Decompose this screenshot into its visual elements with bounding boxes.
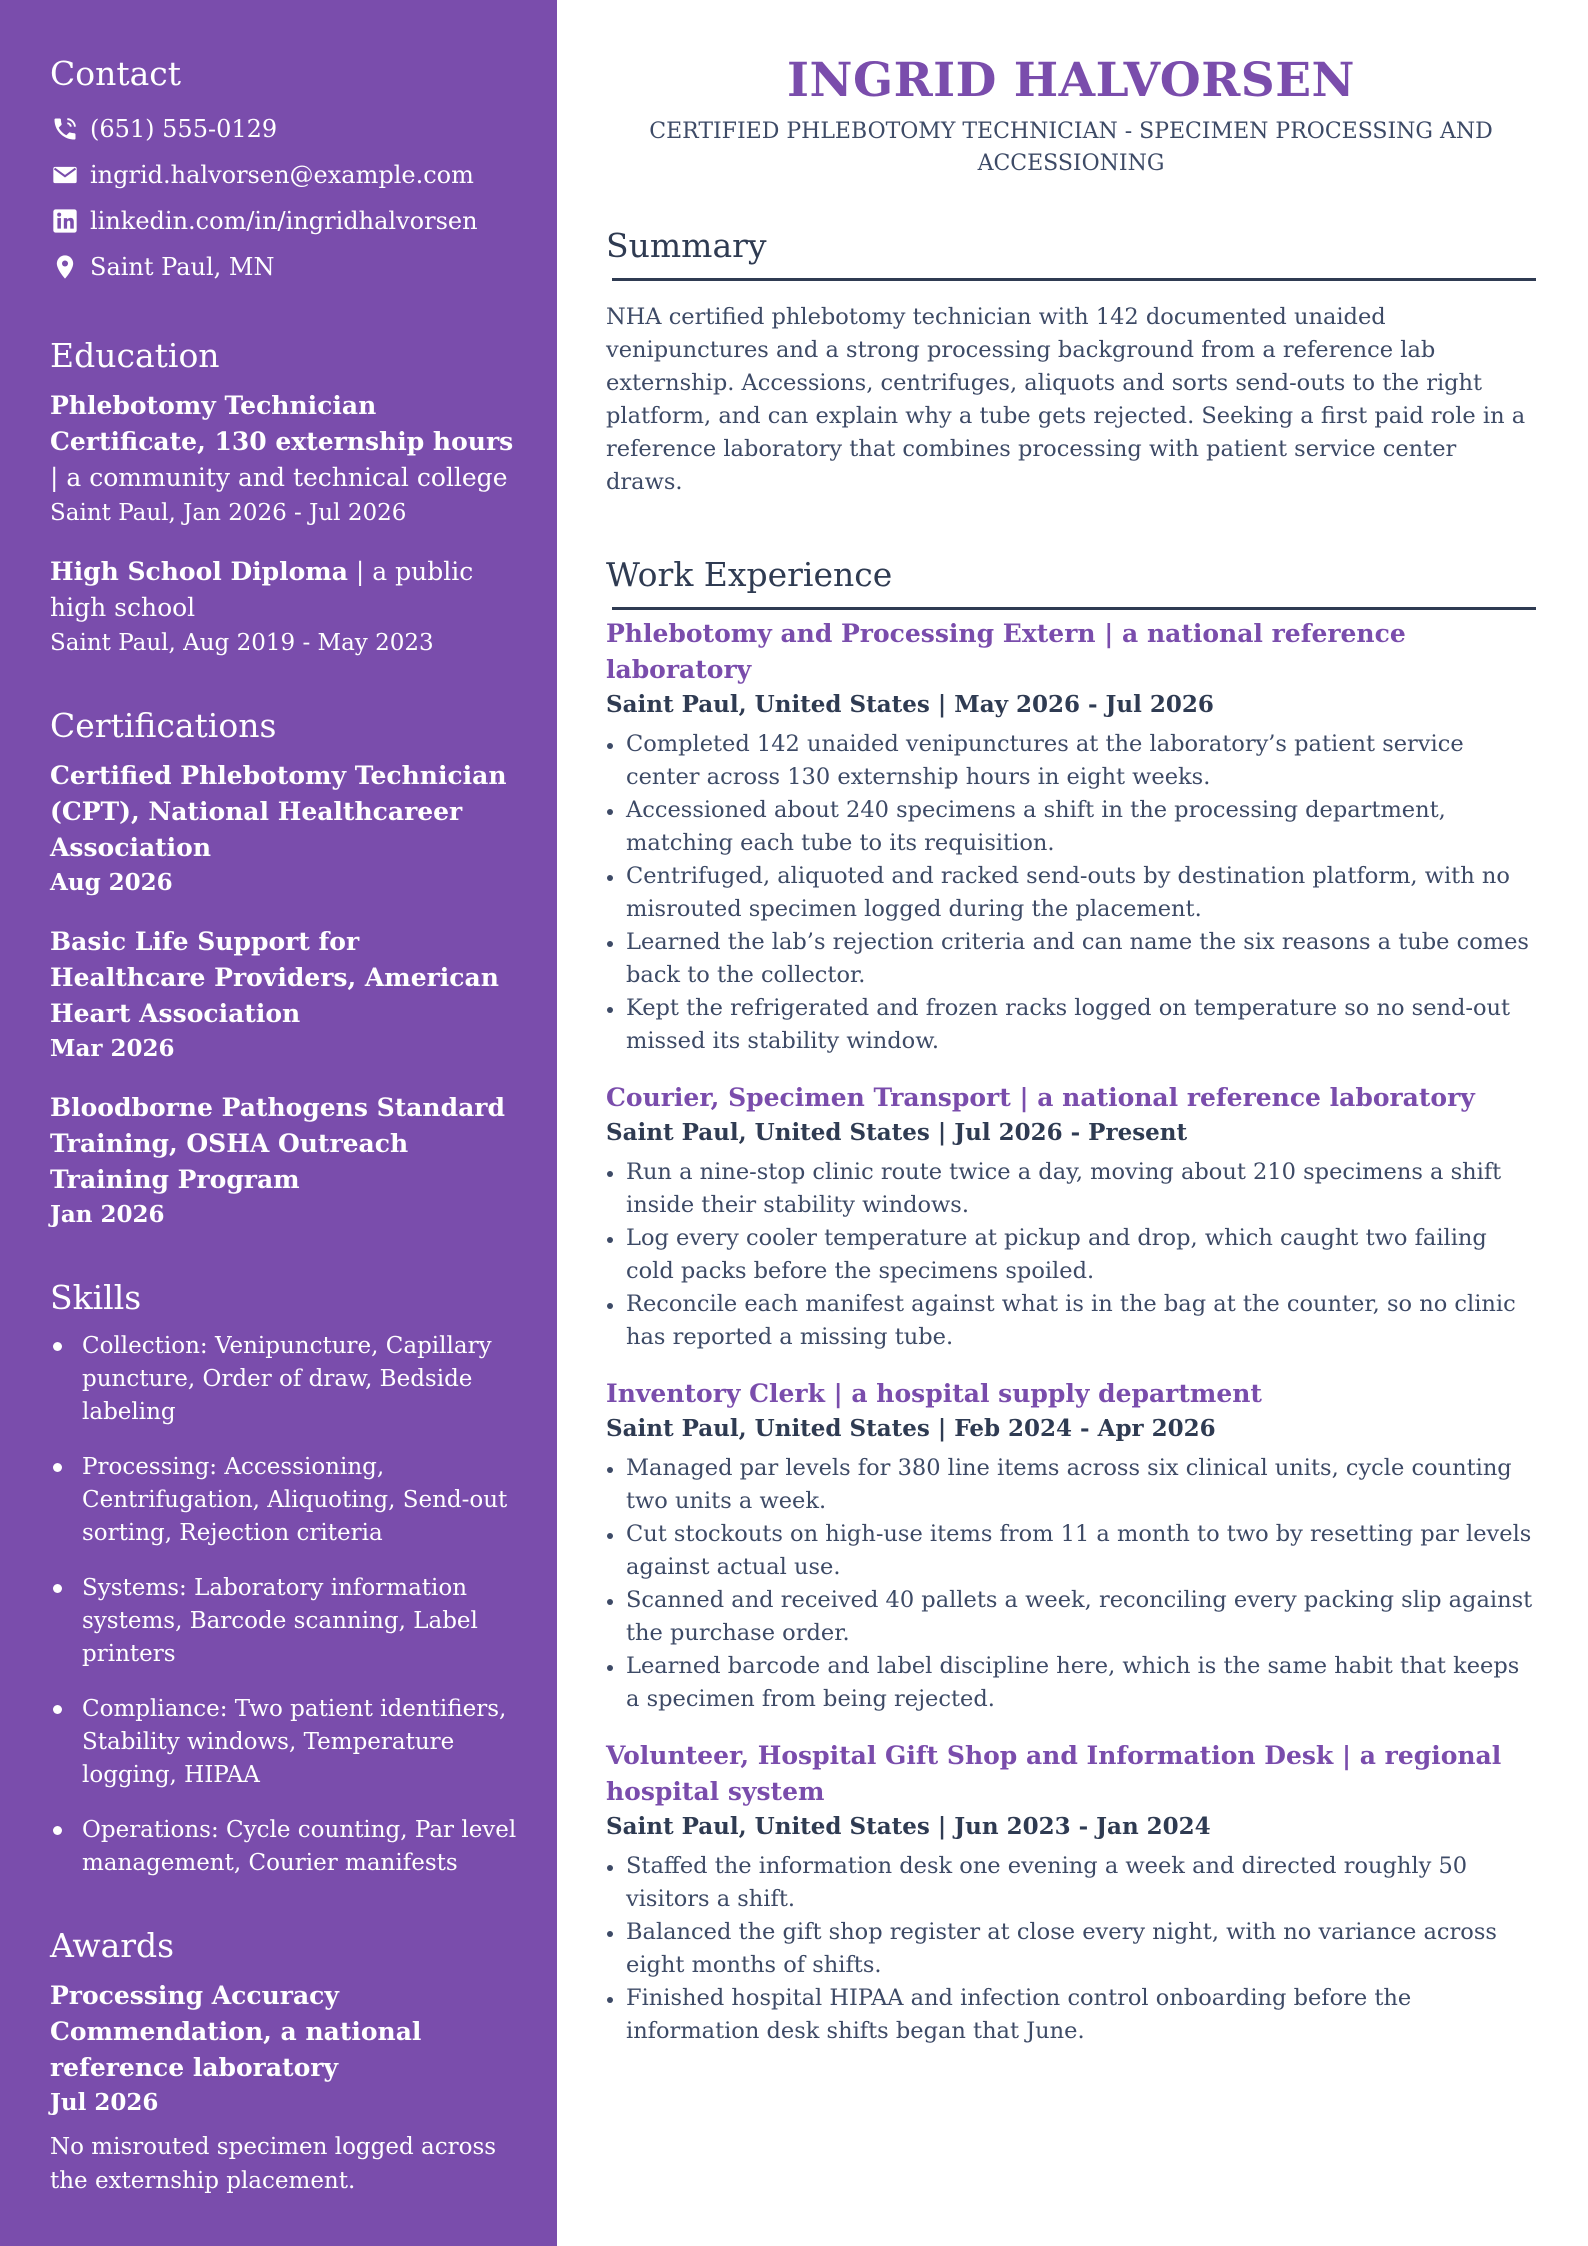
job-title: Volunteer, Hospital Gift Shop and Information Desk | a regional hospital system — [606, 1741, 1502, 1806]
certification-date: Jan 2026 — [50, 1201, 165, 1228]
summary-section — [606, 224, 1536, 499]
contact-email — [50, 152, 517, 198]
skill-item: Systems: Laboratory information systems, Barcode scanning, Label printers — [50, 1572, 517, 1671]
job-bullet: Learned barcode and label discipline here, which is the same habit that keeps a specimen from being rejected. — [606, 1650, 1536, 1716]
certification-date: Aug 2026 — [50, 869, 173, 896]
phone-text[interactable]: (651) 555-0129 — [90, 115, 278, 143]
job-bullet: Scanned and received 40 pallets a week, reconciling every packing slip against the purchase order. — [606, 1584, 1536, 1650]
job-meta: Saint Paul, United States | Jul 2026 - Present — [606, 1119, 1188, 1146]
section-divider — [612, 607, 1536, 610]
education-entry — [50, 388, 517, 530]
section-divider — [612, 278, 1536, 281]
education-title — [50, 388, 517, 496]
job-bullet: Run a nine-stop clinic route twice a day, moving about 210 specimens a shift inside their stability windows. — [606, 1156, 1536, 1222]
certification-entry — [50, 1090, 517, 1232]
job-meta: Saint Paul, United States | May 2026 - Jul 2026 — [606, 691, 1214, 718]
email-link[interactable]: ingrid.halvorsen@example.com — [90, 161, 474, 189]
mail-icon — [50, 160, 80, 190]
education-meta: Saint Paul, Jan 2026 - Jul 2026 — [50, 500, 407, 526]
job-bullets — [606, 728, 1536, 1058]
location-pin-icon — [50, 252, 80, 282]
education-title — [50, 554, 517, 626]
candidate-headline: CERTIFIED PHLEBOTOMY TECHNICIAN - SPECIMEN PROCESSING AND ACCESSIONING — [649, 119, 1493, 176]
location-text: Saint Paul, MN — [90, 253, 275, 281]
skills-list — [50, 1330, 517, 1880]
job-meta: Saint Paul, United States | Feb 2024 - Apr 2026 — [606, 1415, 1216, 1442]
award-description: No misrouted specimen logged across the externship placement. — [50, 2134, 497, 2194]
job-entry — [606, 1080, 1536, 1354]
award-date: Jul 2026 — [50, 2089, 159, 2116]
summary-text: NHA certified phlebotomy technician with 142 documented unaided venipunctures and a strong processing background from a reference lab externship. Accessions, centrifuges, aliquots and sorts send-outs to the right platform, and can explain why a tube gets rejected. Seeking a first paid role in a reference laboratory that combines processing with patient service center draws. — [606, 304, 1526, 495]
certifications-section — [50, 704, 517, 1232]
job-bullet: Reconcile each manifest against what is in the bag at the counter, so no clinic has reported a missing tube. — [606, 1288, 1536, 1354]
job-bullet: Kept the refrigerated and frozen racks logged on temperature so no send-out missed its stability window. — [606, 992, 1536, 1058]
awards-section — [50, 1924, 517, 2198]
certification-entry — [50, 924, 517, 1066]
job-meta: Saint Paul, United States | Jun 2023 - Jan 2024 — [606, 1813, 1211, 1840]
job-entry — [606, 616, 1536, 1058]
school-name: | a community and technical college — [50, 463, 508, 492]
certification-name: Certified Phlebotomy Technician (CPT), National Healthcareer Association — [50, 761, 507, 862]
job-title: Inventory Clerk | a hospital supply department — [606, 1379, 1262, 1408]
contact-phone — [50, 106, 517, 152]
job-bullet: Cut stockouts on high-use items from 11 a month to two by resetting par levels against actual use. — [606, 1518, 1536, 1584]
main-content — [606, 0, 1536, 2070]
job-bullet: Learned the lab’s rejection criteria and can name the six reasons a tube comes back to the collector. — [606, 926, 1536, 992]
certifications-heading: Certifications — [50, 706, 277, 745]
skill-item: Operations: Cycle counting, Par level management, Courier manifests — [50, 1814, 517, 1880]
award-name: Processing Accuracy Commendation, a national reference laboratory — [50, 1981, 422, 2082]
job-bullet: Staffed the information desk one evening a week and directed roughly 50 visitors a shift. — [606, 1850, 1536, 1916]
sidebar — [0, 0, 557, 2246]
job-bullet: Balanced the gift shop register at close every night, with no variance across eight months of shifts. — [606, 1916, 1536, 1982]
job-bullet: Log every cooler temperature at pickup and drop, which caught two failing cold packs before the specimens spoiled. — [606, 1222, 1536, 1288]
job-bullets — [606, 1850, 1536, 2048]
contact-linkedin — [50, 198, 517, 244]
skill-item: Processing: Accessioning, Centrifugation, Aliquoting, Send-out sorting, Rejection criteria — [50, 1451, 517, 1550]
skills-section — [50, 1276, 517, 1880]
job-entry — [606, 1738, 1536, 2048]
education-heading: Education — [50, 336, 220, 375]
award-title — [50, 1978, 517, 2086]
experience-section — [606, 553, 1536, 2048]
awards-heading: Awards — [50, 1926, 175, 1965]
degree-name: Phlebotomy Technician Certificate, 130 externship hours — [50, 391, 514, 456]
education-entry — [50, 554, 517, 660]
skill-item: Collection: Venipuncture, Capillary puncture, Order of draw, Bedside labeling — [50, 1330, 517, 1429]
certification-name: Bloodborne Pathogens Standard Training, OSHA Outreach Training Program — [50, 1093, 505, 1194]
certification-title — [50, 758, 517, 866]
experience-heading: Work Experience — [606, 555, 893, 594]
job-bullet: Centrifuged, aliquoted and racked send-outs by destination platform, with no misrouted specimen logged during the placement. — [606, 860, 1536, 926]
contact-location — [50, 244, 517, 290]
contact-section — [50, 52, 517, 290]
job-bullets — [606, 1452, 1536, 1716]
contact-heading: Contact — [50, 54, 182, 93]
job-bullet: Managed par levels for 380 line items across six clinical units, cycle counting two units a week. — [606, 1452, 1536, 1518]
school-name: | a public high school — [50, 557, 474, 622]
job-title: Phlebotomy and Processing Extern | a national reference laboratory — [606, 619, 1406, 684]
certification-date: Mar 2026 — [50, 1035, 175, 1062]
certification-entry — [50, 758, 517, 900]
education-meta: Saint Paul, Aug 2019 - May 2023 — [50, 630, 434, 656]
linkedin-icon — [50, 206, 80, 236]
certification-name: Basic Life Support for Healthcare Providers, American Heart Association — [50, 927, 499, 1028]
linkedin-link[interactable]: linkedin.com/in/ingridhalvorsen — [90, 207, 478, 235]
skill-item: Compliance: Two patient identifiers, Stability windows, Temperature logging, HIPAA — [50, 1693, 517, 1792]
candidate-name: INGRID HALVORSEN — [787, 53, 1355, 108]
certification-title — [50, 924, 517, 1032]
education-section — [50, 334, 517, 660]
phone-icon — [50, 114, 80, 144]
degree-name: High School Diploma — [50, 557, 348, 586]
job-title: Courier, Specimen Transport | a national reference laboratory — [606, 1083, 1475, 1112]
job-bullet: Accessioned about 240 specimens a shift in the processing department, matching each tube to its requisition. — [606, 794, 1536, 860]
job-bullet: Completed 142 unaided venipunctures at the laboratory’s patient service center across 130 externship hours in eight weeks. — [606, 728, 1536, 794]
certification-title — [50, 1090, 517, 1198]
summary-heading: Summary — [606, 226, 767, 265]
job-entry — [606, 1376, 1536, 1716]
job-bullets — [606, 1156, 1536, 1354]
skills-heading: Skills — [50, 1278, 142, 1317]
job-bullet: Finished hospital HIPAA and infection control onboarding before the information desk shifts began that June. — [606, 1982, 1536, 2048]
